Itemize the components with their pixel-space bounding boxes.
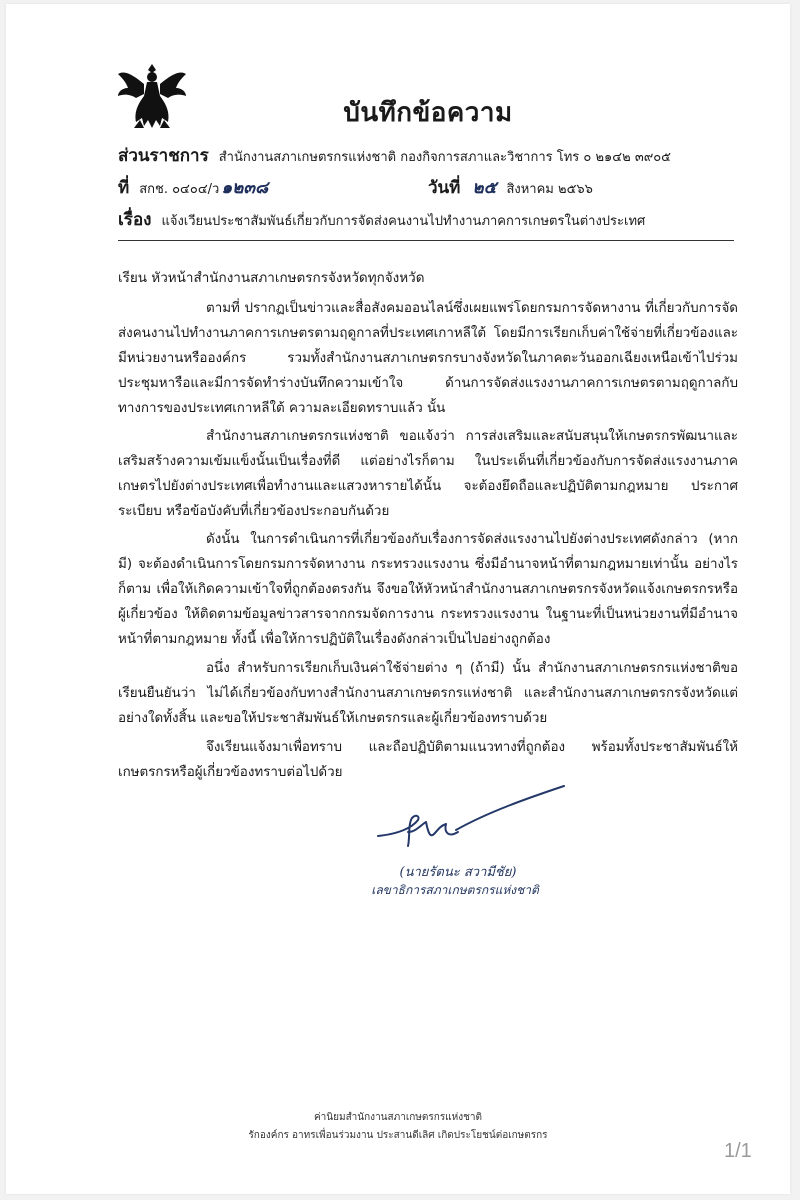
paragraph-4 [118, 656, 738, 731]
document-page [6, 4, 790, 1194]
paragraph-text: จึงเรียนแจ้งมาเพื่อทราบ และถือปฏิบัติตามแนวทางที่ถูกต้อง พร้อมทั้งประชาสัมพันธ์ให้เกษตรกรหรือผู้เกี่ยวข้องทราบต่อไปด้วย [118, 740, 738, 780]
reference-label: ที่ [118, 178, 130, 198]
document-title: บันทึกข้อความ [343, 98, 513, 128]
signer-name: (นายรัตนะ สวามีชัย) [399, 865, 517, 880]
salutation: เรียน หัวหน้าสำนักงานสภาเกษตรกรจังหวัดทุกจังหวัด [118, 270, 425, 286]
subject-value: แจ้งเวียนประชาสัมพันธ์เกี่ยวกับการจัดส่งคนงานไปทำงานภาคการเกษตรในต่างประเทศ [161, 214, 646, 229]
paragraph-text: อนึ่ง สำหรับการเรียกเก็บเงินค่าใช้จ่ายต่าง ๆ (ถ้ามี) นั้น สำนักงานสภาเกษตรกรแห่งชาติขอเรียนยืนยันว่า ไม่ได้เกี่ยวข้องกับทางสำนักงานสภาเกษตรกรแห่งชาติ และสำนักงานสภาเกษตรกรจังหวัดแต่อย่างใดทั้งสิ้น และขอให้ประชาสัมพันธ์ให้เกษตรกรและผู้เกี่ยวข้องทราบด้วย [118, 661, 738, 726]
footer-values-title: ค่านิยมสำนักงานสภาเกษตรกรแห่งชาติ [313, 1112, 483, 1123]
subject-row [118, 206, 645, 233]
paragraph-text: ดังนั้น ในการดำเนินการที่เกี่ยวข้องกับเรื่องการจัดส่งแรงงานไปยังต่างประเทศดังกล่าว (หากมี) จะต้องดำเนินการโดยกรมการจัดหางาน กระทรวงแรงงาน ซึ่งมีอำนาจหน้าที่ตามกฎหมายเท่านั้น อย่างไรก็ตาม เพื่อให้เกิดความเข้าใจที่ถูกต้องตรงกัน จึงขอให้หัวหน้าสำนักงานสภาเกษตรกรจังหวัดแจ้งเกษตรกรหรือผู้เกี่ยวข้อง ให้ติดตามข้อมูลข่าวสารจากกรมจัดการงาน กระทรวงแรงงาน ในฐานะที่เป็นหน่วยงานที่มีอำนาจหน้าที่ตามกฎหมาย ทั้งนี้ เพื่อให้การปฏิบัติในเรื่องดังกล่าวเป็นไปอย่างถูกต้อง [118, 532, 738, 647]
paragraph-text: สำนักงานสภาเกษตรกรแห่งชาติ ขอแจ้งว่า การส่งเสริมและสนับสนุนให้เกษตรกรพัฒนาและเสริมสร้างความเข้มแข็งนั้นเป็นเรื่องที่ดี แต่อย่างไรก็ตาม ในประเด็นที่เกี่ยวข้องกับการจัดส่งแรงงานภาคเกษตรไปยังต่างประเทศเพื่อทำงานและแสวงหารายได้นั้น จะต้องยึดถือและปฏิบัติตามกฎหมาย ประกาศ ระเบียบ หรือข้อบังคับที่เกี่ยวข้องประกอบกันด้วย [118, 429, 738, 519]
page-counter: 1/1 [724, 1140, 752, 1162]
paragraph-3 [118, 527, 738, 652]
date-row [428, 174, 593, 201]
department-label: ส่วนราชการ [118, 146, 209, 166]
subject-label: เรื่อง [118, 210, 152, 230]
reference-row [118, 174, 268, 201]
date-label: วันที่ [428, 178, 461, 198]
reference-value: สกช. ๐๔๐๔/ว [139, 182, 220, 197]
paragraph-1 [118, 296, 738, 421]
footer-values-text: รักองค์กร อาทรเพื่อนร่วมงาน ประสานดีเลิศ เกิดประโยชน์ต่อเกษตรกร [248, 1130, 548, 1141]
paragraph-2 [118, 424, 738, 524]
signature-scribble [368, 776, 568, 866]
paragraph-text: ตามที่ ปรากฏเป็นข่าวและสื่อสังคมออนไลน์ซึ่งเผยแพร่โดยกรมการจัดหางาน ที่เกี่ยวกับการจัดส่งคนงานไปทำงานภาคการเกษตรตามฤดูกาลที่ประเทศเกาหลีใต้ โดยมีการเรียกเก็บค่าใช้จ่ายที่เกี่ยวข้องและมีหน่วยงานหรือองค์กร รวมทั้งสำนักงานสภาเกษตรกรบางจังหวัดในภาคตะวันออกเฉียงเหนือเข้าไปร่วมประชุมหารือและมีการจัดทำร่างบันทึกความเข้าใจ ด้านการจัดส่งแรงงานภาคการเกษตรตามฤดูกาลกับทางการของประเทศเกาหลีใต้ ความละเอียดทราบแล้ว นั้น [118, 301, 738, 416]
department-row [118, 142, 671, 169]
signer-title: เลขาธิการสภาเกษตรกรแห่งชาติ [371, 883, 539, 897]
date-month-year: สิงหาคม ๒๕๖๖ [506, 182, 593, 197]
reference-number: ๑๒๓๘ [221, 178, 269, 198]
header-divider [118, 240, 734, 241]
date-day: ๒๕ [472, 178, 497, 198]
department-value: สำนักงานสภาเกษตรกรแห่งชาติ กองกิจการสภาและวิชาการ โทร ๐ ๒๑๔๒ ๓๙๐๕ [218, 150, 672, 165]
